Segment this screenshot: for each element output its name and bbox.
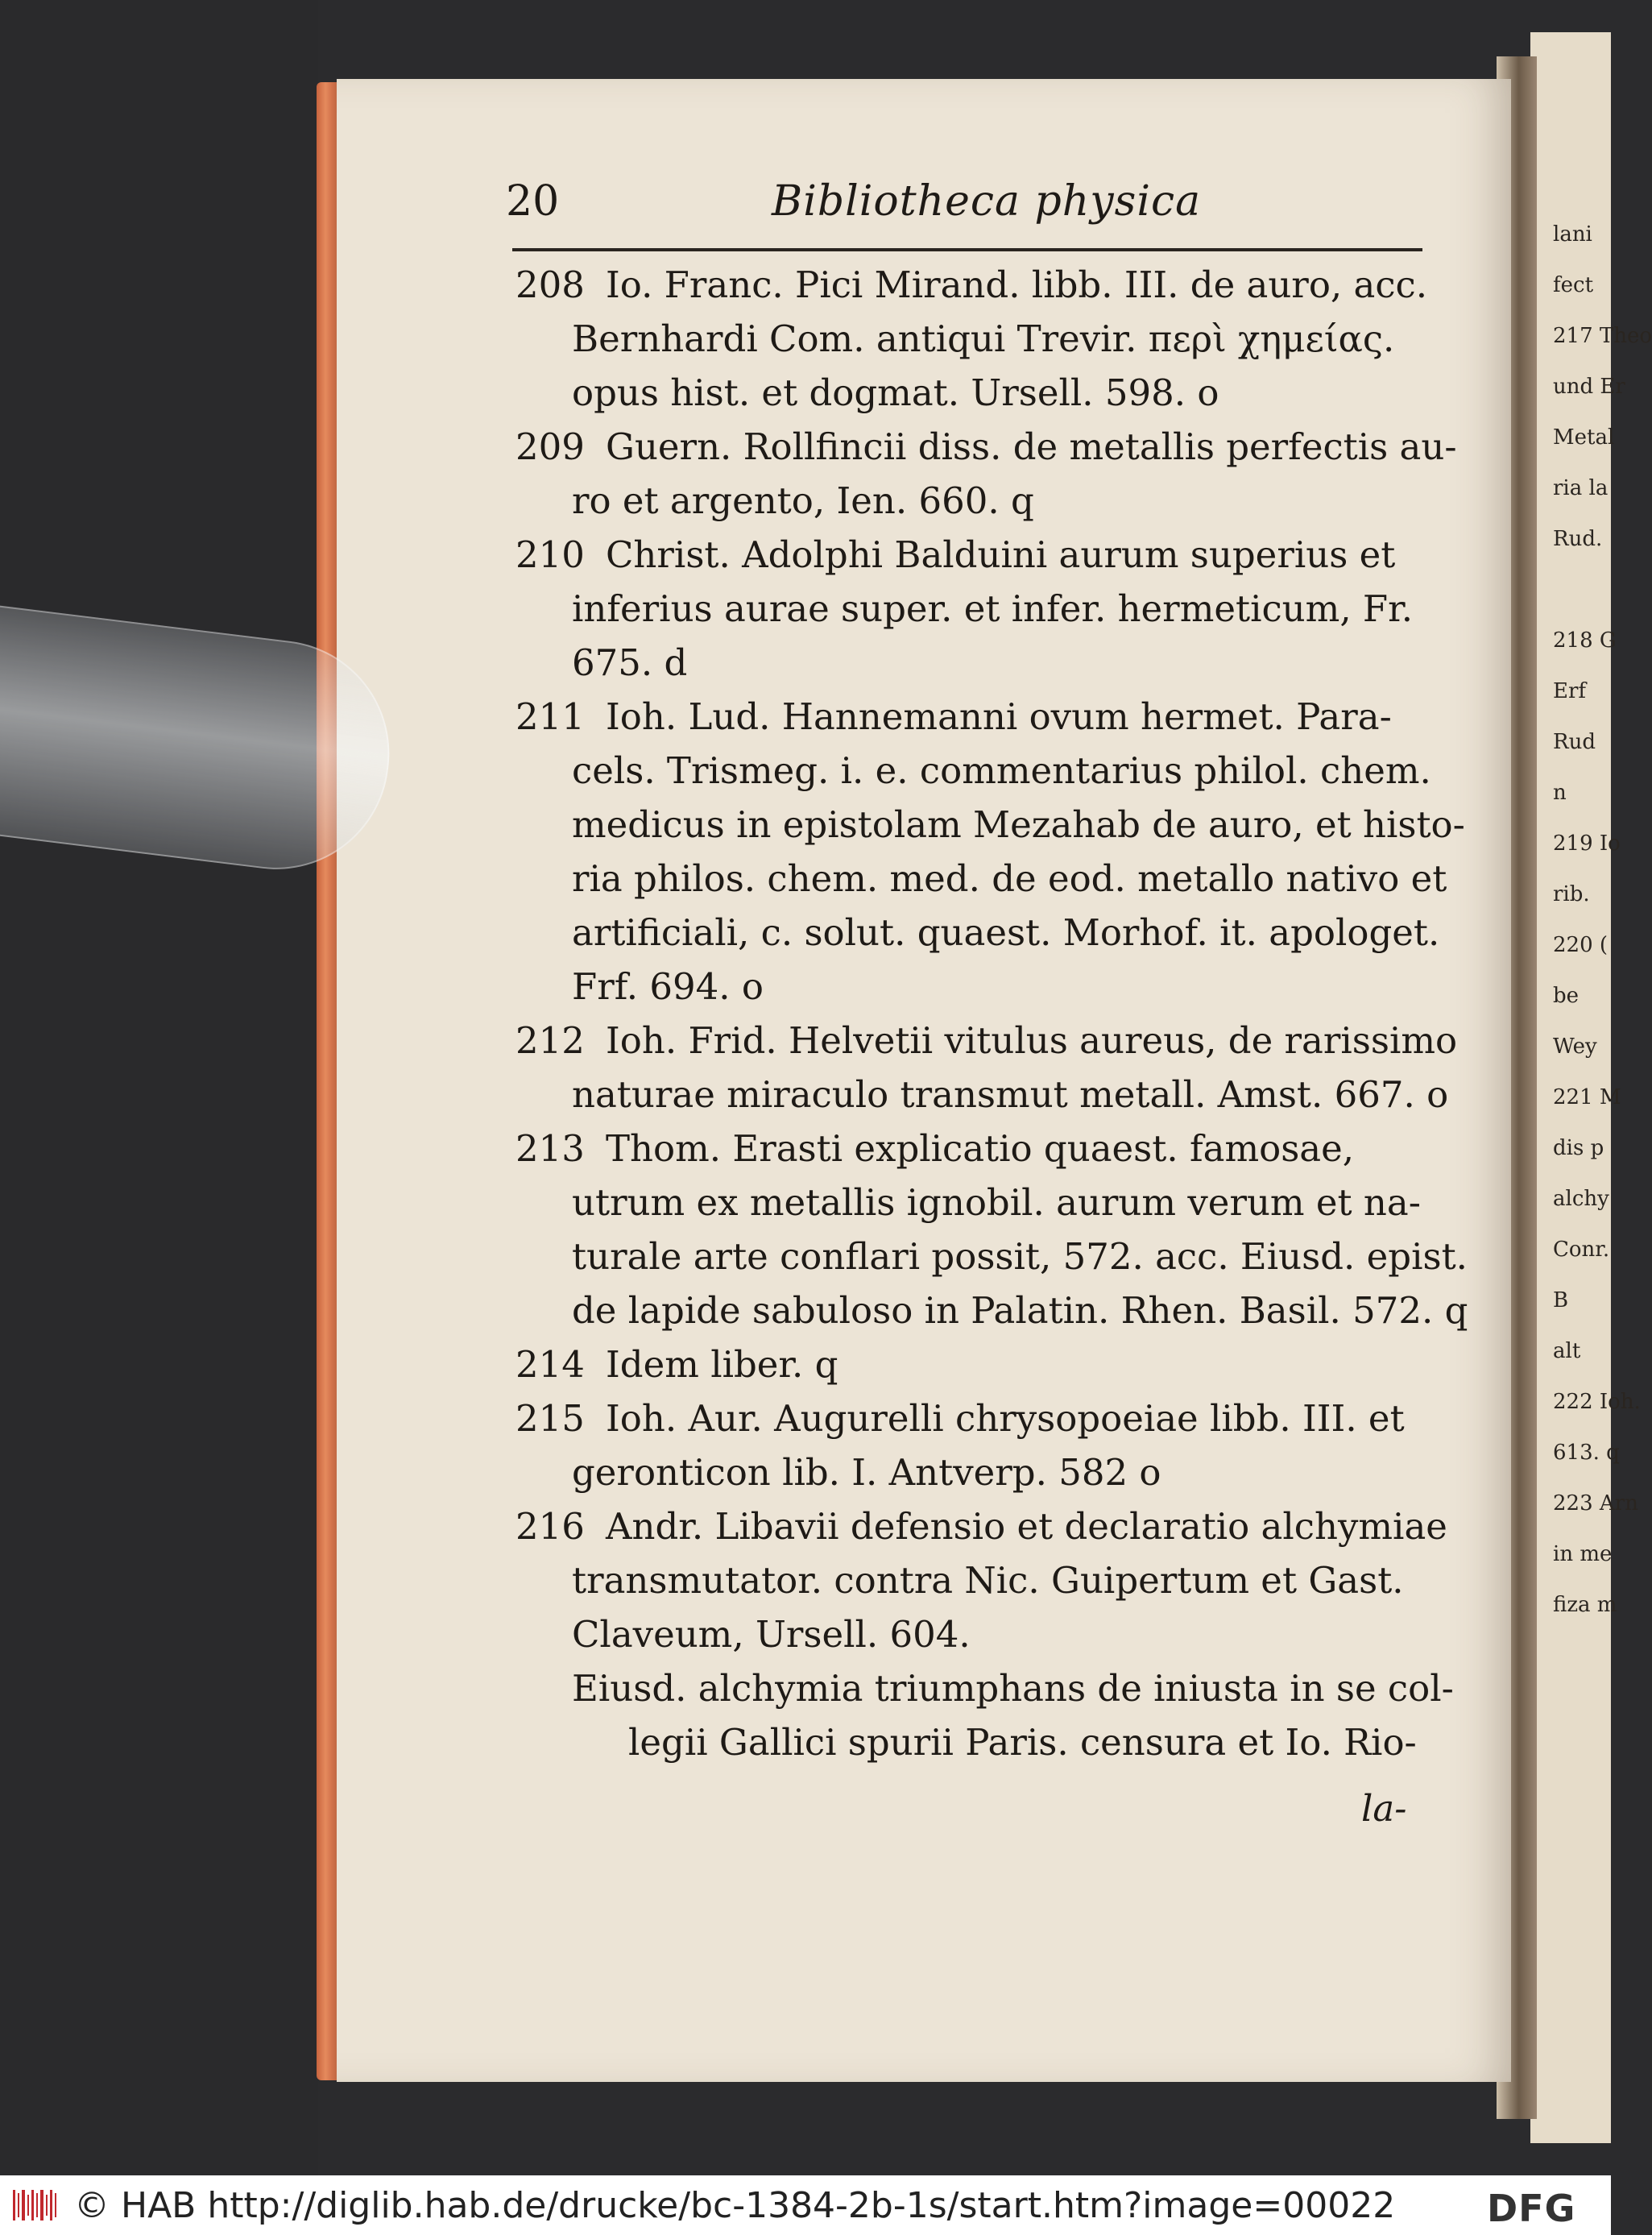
page-number: 20 — [506, 177, 560, 226]
bibliography-entries — [515, 258, 1468, 1769]
facing-fragment: fect — [1553, 273, 1594, 297]
entry-211 — [515, 690, 1465, 1014]
entry-213 — [515, 1122, 1468, 1337]
entry-line: Idem liber. q — [606, 1343, 838, 1386]
head-rule — [512, 248, 1422, 251]
page-edge-red — [317, 82, 339, 2080]
entry-line: 675. d — [572, 641, 688, 684]
entry-line: Thom. Erasti explicatio quaest. famosae, — [606, 1127, 1355, 1170]
entry-line: Christ. Adolphi Balduini aurum superius et — [606, 533, 1396, 576]
entry-line: Ioh. Lud. Hannemanni ovum hermet. Para- — [606, 695, 1392, 738]
facing-fragment: 219 Io — [1553, 831, 1621, 856]
facing-fragment: B — [1553, 1288, 1569, 1312]
entry-line: utrum ex metallis ignobil. aurum verum et na- — [572, 1181, 1421, 1224]
facing-fragment: 613. q — [1553, 1441, 1620, 1465]
entry-number: 209 — [515, 425, 585, 468]
entry-line: Io. Franc. Pici Mirand. libb. III. de auro, acc. — [606, 263, 1428, 306]
facing-fragment: 218 G — [1553, 628, 1617, 653]
entry-number: 215 — [515, 1397, 585, 1440]
entry-line: Claveum, Ursell. 604. — [572, 1613, 971, 1656]
facing-fragment: Metal — [1553, 425, 1615, 450]
entry-line: Bernhardi Com. antiqui Trevir. περὶ χημείας. — [572, 317, 1395, 360]
facing-fragment: ria la — [1553, 476, 1609, 500]
facing-fragment: 221 M — [1553, 1085, 1621, 1109]
entry-208 — [515, 258, 1426, 420]
facing-fragment: in me — [1553, 1542, 1613, 1566]
facing-fragment: 222 Ioh. — [1553, 1390, 1641, 1414]
facing-fragment: Rud. — [1553, 527, 1603, 551]
running-head — [506, 177, 1416, 242]
entry-215 — [515, 1391, 1426, 1499]
entry-line: naturae miraculo transmut metall. Amst. 667. o — [572, 1073, 1449, 1116]
facing-fragment: Wey — [1553, 1035, 1597, 1059]
facing-fragment: 223 Arn — [1553, 1491, 1638, 1516]
entry-209 — [515, 420, 1457, 528]
facing-fragment: 217 Theo — [1553, 324, 1652, 348]
facing-fragment: Rud — [1553, 730, 1596, 754]
facing-fragment: n — [1553, 781, 1567, 805]
entry-line: medicus in epistolam Mezahab de auro, et histo- — [572, 803, 1465, 846]
facing-fragment: fiza m — [1553, 1593, 1617, 1617]
scan-background — [0, 0, 318, 2175]
barcode-icon — [11, 2188, 60, 2222]
facing-fragment: alchy — [1553, 1187, 1609, 1211]
facing-fragment: dis p — [1553, 1136, 1604, 1160]
entry-line: Eiusd. alchymia triumphans de iniusta in se col- — [572, 1667, 1454, 1710]
entry-212 — [515, 1014, 1458, 1122]
entry-line: geronticon lib. I. Antverp. 582 o — [572, 1451, 1161, 1494]
entry-line: ria philos. chem. med. de eod. metallo nativo et — [572, 857, 1447, 900]
entry-line: Ioh. Frid. Helvetii vitulus aureus, de rarissimo — [606, 1019, 1458, 1062]
facing-fragment: lani — [1553, 222, 1592, 247]
catchword: la- — [1361, 1787, 1407, 1830]
facing-fragment: 220 ( — [1553, 933, 1609, 957]
running-head-title: Bibliotheca physica — [772, 177, 1202, 226]
entry-number: 211 — [515, 695, 585, 738]
entry-line: Ioh. Aur. Augurelli chrysopoeiae libb. III. et — [606, 1397, 1405, 1440]
entry-line: de lapide sabuloso in Palatin. Rhen. Basil. 572. q — [572, 1289, 1468, 1332]
facing-page-fragments — [1553, 209, 1652, 1631]
entry-number: 212 — [515, 1019, 585, 1062]
facing-fragment: rib. — [1553, 882, 1590, 906]
facing-fragment: be — [1553, 984, 1580, 1008]
facing-fragment: Erf — [1553, 679, 1587, 703]
entry-number: 213 — [515, 1127, 585, 1170]
entry-number: 210 — [515, 533, 585, 576]
entry-line: cels. Trismeg. i. e. commentarius philol. chem. — [572, 749, 1431, 792]
entry-line: inferius aurae super. et infer. hermeticum, Fr. — [572, 587, 1414, 630]
entry-line: artificiali, c. solut. quaest. Morhof. it. apologet. — [572, 911, 1440, 954]
entry-line: opus hist. et dogmat. Ursell. 598. o — [572, 371, 1219, 414]
dfg-logo: DFG — [1487, 2187, 1576, 2230]
entry-line: Andr. Libavii defensio et declaratio alchymiae — [606, 1505, 1447, 1548]
facing-fragment: Conr. — [1553, 1238, 1610, 1262]
facing-fragment: alt — [1553, 1339, 1581, 1363]
entry-number: 214 — [515, 1343, 585, 1386]
facing-fragment — [1553, 565, 1611, 616]
entry-line: Guern. Rollfincii diss. de metallis perfectis au- — [606, 425, 1457, 468]
entry-sub — [515, 1661, 1454, 1769]
facing-fragment: und Er — [1553, 375, 1625, 399]
entry-214 — [515, 1337, 1426, 1391]
copyright-link[interactable]: © HAB http://diglib.hab.de/drucke/bc-1384-2b-1s/start.htm?image=00022 — [74, 2185, 1396, 2226]
entry-line: ro et argento, Ien. 660. q — [572, 479, 1034, 522]
entry-line: turale arte conflari possit, 572. acc. Eiusd. epist. — [572, 1235, 1468, 1278]
footer-bar — [0, 2175, 1611, 2235]
entry-210 — [515, 528, 1426, 690]
entry-line: Frf. 694. o — [572, 965, 764, 1008]
entry-line: transmutator. contra Nic. Guipertum et Gast. — [572, 1559, 1404, 1602]
entry-number: 216 — [515, 1505, 585, 1548]
entry-number: 208 — [515, 263, 585, 306]
entry-line: legii Gallici spurii Paris. censura et Io. Rio- — [628, 1721, 1417, 1764]
entry-216 — [515, 1499, 1447, 1661]
